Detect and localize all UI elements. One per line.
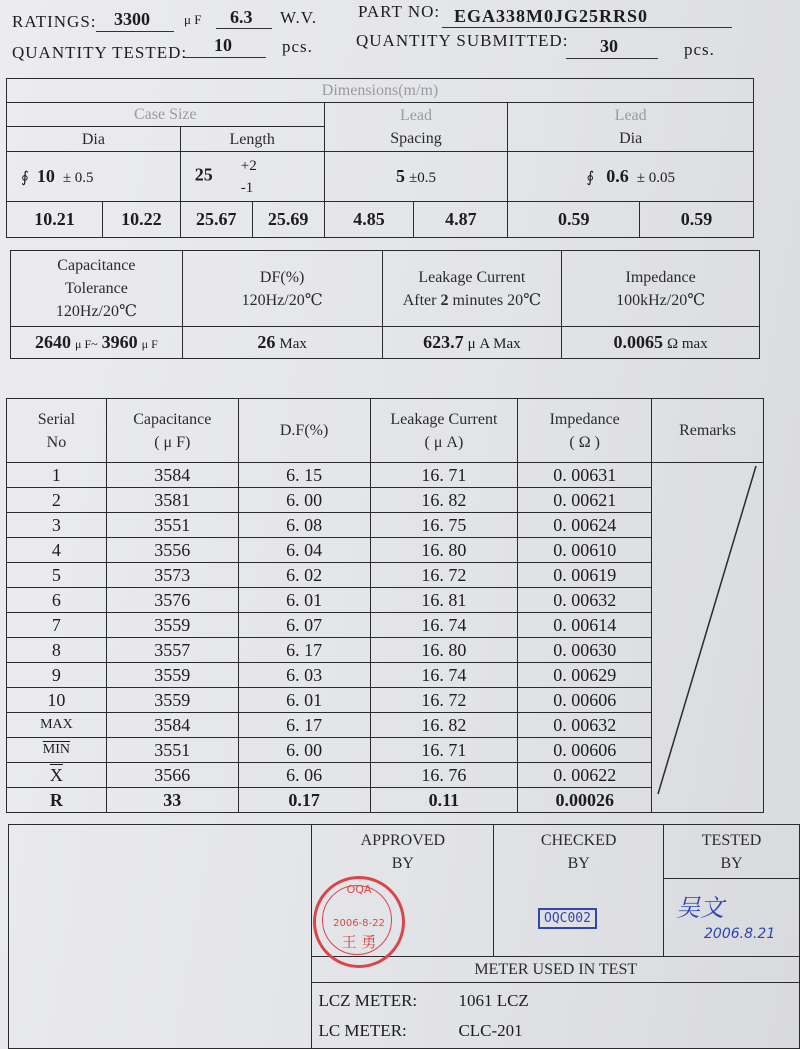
capacitance-cell: 3551	[106, 738, 238, 763]
capacitance-cell: 3559	[106, 688, 238, 713]
serial-cell: 8	[7, 638, 107, 663]
impedance-cell: 0.00026	[518, 788, 652, 813]
df-value: 26 Max	[182, 327, 382, 359]
capacitance-cell: 3576	[106, 588, 238, 613]
df-cell: 6. 06	[238, 763, 370, 788]
remarks-header: Remarks	[652, 399, 764, 463]
pcs-label-2: pcs.	[684, 40, 715, 59]
length-header: Length	[180, 127, 324, 152]
spacing-spec: 5 ±0.5	[324, 152, 508, 202]
leakage-cell: 16. 81	[370, 588, 518, 613]
measured-value: 25.67	[180, 202, 252, 238]
length-spec: 25 +2 -1	[180, 152, 324, 202]
impedance-cell: 0. 00632	[518, 713, 652, 738]
impedance-cell: 0. 00606	[518, 738, 652, 763]
ratings-label: RATINGS:	[12, 12, 97, 31]
qty-tested: 10	[214, 35, 232, 55]
leakage-cell: 16. 74	[370, 613, 518, 638]
capacitance-cell: 3584	[106, 463, 238, 488]
capacitance-cell: 3581	[106, 488, 238, 513]
impedance-cell: 0. 00622	[518, 763, 652, 788]
df-col-header: D.F(%)	[238, 399, 370, 463]
measured-value: 10.22	[102, 202, 180, 238]
df-cell: 0.17	[238, 788, 370, 813]
serial-cell: 9	[7, 663, 107, 688]
ratings-voltage: 6.3	[230, 7, 253, 27]
specs-table	[10, 250, 760, 359]
df-cell: 6. 00	[238, 738, 370, 763]
capacitance-cell: 3573	[106, 563, 238, 588]
approval-table	[8, 824, 800, 1049]
results-table	[6, 398, 764, 813]
df-cell: 6. 01	[238, 588, 370, 613]
df-cell: 6. 17	[238, 713, 370, 738]
leakage-cell: 16. 71	[370, 463, 518, 488]
table-row	[7, 763, 764, 788]
part-number: EGA338M0JG25RRS0	[454, 6, 649, 26]
serial-cell: 3	[7, 513, 107, 538]
capacitance-cell: 3559	[106, 663, 238, 688]
df-cell: 6. 07	[238, 613, 370, 638]
impedance-value: 0.0065 Ω max	[562, 327, 760, 359]
dimensions-title: Dimensions(m/m)	[7, 79, 754, 103]
serial-cell: R	[7, 788, 107, 813]
lead-spacing-header: Lead Spacing	[324, 103, 508, 152]
measured-value: 4.87	[414, 202, 508, 238]
leakage-cell: 16. 72	[370, 688, 518, 713]
table-row	[7, 713, 764, 738]
table-row	[7, 663, 764, 688]
lc-meter-label: LC METER:	[318, 1020, 407, 1040]
approval-stamp: OQA 2006-8-22 王 勇	[313, 876, 405, 968]
dia-header: Dia	[7, 127, 181, 152]
serial-header: Serial No	[7, 399, 107, 463]
leakage-cell: 16. 76	[370, 763, 518, 788]
meter-title: METER USED IN TEST	[312, 957, 800, 983]
lead-dia-header: Lead Dia	[508, 103, 754, 152]
df-cell: 6. 08	[238, 513, 370, 538]
leakage-cell: 0.11	[370, 788, 518, 813]
table-row	[7, 563, 764, 588]
serial-cell: 10	[7, 688, 107, 713]
serial-cell: 6	[7, 588, 107, 613]
lcz-meter-label: LCZ METER:	[318, 990, 418, 1010]
pcs-label-1: pcs.	[282, 37, 313, 56]
capacitance-cell: 3566	[106, 763, 238, 788]
capacitance-cell: 33	[106, 788, 238, 813]
df-cell: 6. 02	[238, 563, 370, 588]
tested-header: TESTED BY	[664, 825, 800, 879]
impedance-cell: 0. 00610	[518, 538, 652, 563]
leakage-cell: 16. 82	[370, 713, 518, 738]
impedance-cell: 0. 00614	[518, 613, 652, 638]
leakage-value: 623.7 μ A Max	[382, 327, 562, 359]
serial-cell: 2	[7, 488, 107, 513]
capacitance-header: Capacitance ( μ F)	[106, 399, 238, 463]
serial-cell: MAX	[7, 713, 107, 738]
ratings-capacitance: 3300	[114, 9, 150, 29]
leakage-cell: 16. 80	[370, 538, 518, 563]
impedance-cell: 0. 00632	[518, 588, 652, 613]
df-cell: 6. 17	[238, 638, 370, 663]
cap-tolerance-header: Capacitance Tolerance 120Hz/20℃	[11, 251, 183, 327]
measured-value: 0.59	[508, 202, 640, 238]
lead-dia-spec: ∮ 0.6 ± 0.05	[508, 152, 754, 202]
table-row	[7, 788, 764, 813]
impedance-cell: 0. 00621	[518, 488, 652, 513]
impedance-cell: 0. 00629	[518, 663, 652, 688]
meter-list	[312, 983, 800, 1049]
qty-submitted-label: QUANTITY SUBMITTED:	[356, 31, 569, 50]
leakage-cell: 16. 71	[370, 738, 518, 763]
checked-header: CHECKED BY	[494, 825, 664, 879]
voltage-unit: W.V.	[280, 8, 318, 27]
table-row	[7, 588, 764, 613]
table-row	[7, 488, 764, 513]
tester-signature: 吴文	[676, 894, 724, 922]
dimensions-table	[6, 78, 754, 238]
df-cell: 6. 03	[238, 663, 370, 688]
leakage-cell: 16. 80	[370, 638, 518, 663]
qty-tested-label: QUANTITY TESTED:	[12, 43, 188, 62]
measured-value: 4.85	[324, 202, 414, 238]
impedance-header: Impedance 100kHz/20℃	[562, 251, 760, 327]
measured-value: 0.59	[640, 202, 754, 238]
qty-submitted: 30	[600, 36, 618, 56]
results-body	[7, 463, 764, 813]
serial-cell: 7	[7, 613, 107, 638]
capacitance-cell: 3557	[106, 638, 238, 663]
df-cell: 6. 00	[238, 488, 370, 513]
capacitance-cell: 3551	[106, 513, 238, 538]
measured-value: 25.69	[252, 202, 324, 238]
part-no-label: PART NO:	[358, 2, 441, 21]
table-row	[7, 688, 764, 713]
tester-date: 2006.8.21	[704, 926, 776, 942]
df-cell: 6. 04	[238, 538, 370, 563]
approved-header: APPROVED BY	[312, 825, 494, 879]
capacitance-cell: 3556	[106, 538, 238, 563]
case-size-header: Case Size	[7, 103, 325, 127]
cap-unit: μ F	[184, 12, 202, 27]
dia-spec: ∮ 10 ± 0.5	[7, 152, 181, 202]
impedance-col-header: Impedance ( Ω )	[518, 399, 652, 463]
remarks-diagonal	[652, 462, 764, 798]
df-header: DF(%) 120Hz/20℃	[182, 251, 382, 327]
measured-value: 10.21	[7, 202, 103, 238]
leakage-header: Leakage Current After 2 minutes 20℃	[382, 251, 562, 327]
table-row	[7, 738, 764, 763]
table-row	[7, 538, 764, 563]
df-cell: 6. 15	[238, 463, 370, 488]
capacitance-cell: 3584	[106, 713, 238, 738]
impedance-cell: 0. 00624	[518, 513, 652, 538]
leakage-cell: 16. 82	[370, 488, 518, 513]
table-row	[7, 638, 764, 663]
serial-cell: 5	[7, 563, 107, 588]
df-cell: 6. 01	[238, 688, 370, 713]
serial-cell: 1	[7, 463, 107, 488]
impedance-cell: 0. 00630	[518, 638, 652, 663]
serial-cell: 4	[7, 538, 107, 563]
cap-tolerance-value: 2640 μ F~ 3960 μ F	[11, 327, 183, 359]
serial-cell: $\overline{MIN}$	[7, 738, 107, 763]
leakage-cell: 16. 72	[370, 563, 518, 588]
lcz-meter-value: 1061 LCZ	[458, 990, 529, 1010]
leakage-cell: 16. 75	[370, 513, 518, 538]
leakage-cell: 16. 74	[370, 663, 518, 688]
leakage-col-header: Leakage Current ( μ A)	[370, 399, 518, 463]
blank-area	[9, 825, 312, 1049]
table-row	[7, 613, 764, 638]
impedance-cell: 0. 00631	[518, 463, 652, 488]
table-row	[7, 513, 764, 538]
lc-meter-value: CLC-201	[458, 1020, 523, 1040]
impedance-cell: 0. 00606	[518, 688, 652, 713]
checked-stamp: OQC002	[538, 908, 597, 929]
serial-cell: $\overline{X}$	[7, 763, 107, 788]
table-row	[7, 463, 764, 488]
capacitance-cell: 3559	[106, 613, 238, 638]
impedance-cell: 0. 00619	[518, 563, 652, 588]
